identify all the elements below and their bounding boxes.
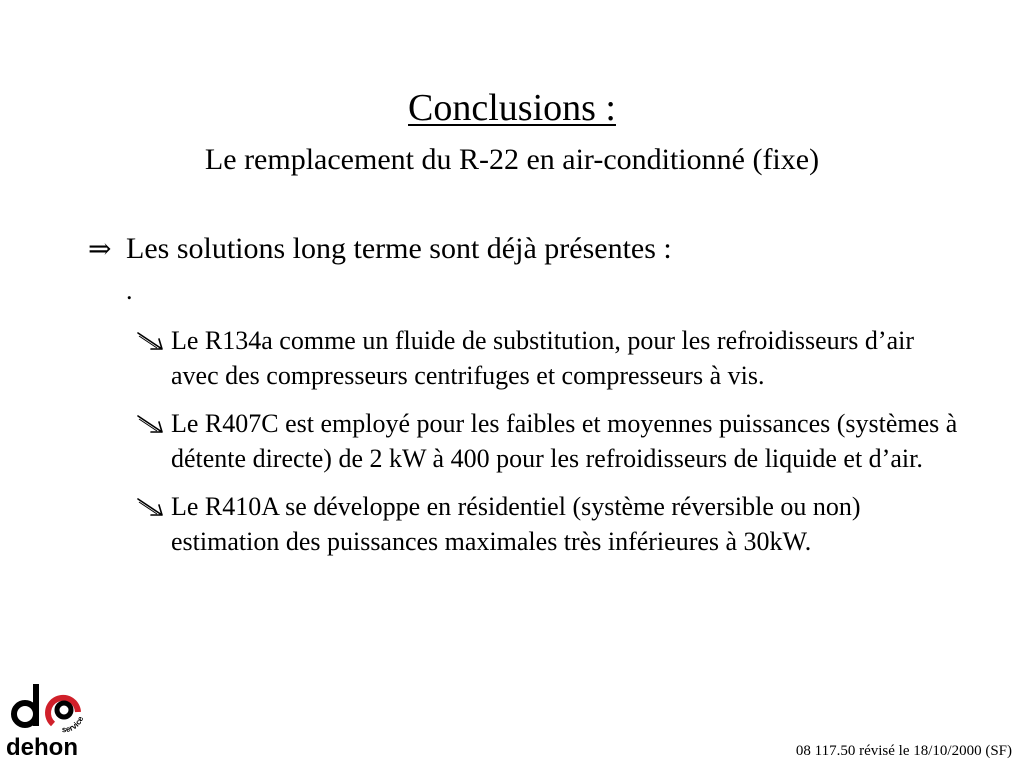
main-bullet-text: Les solutions long terme sont déjà présentes : (126, 232, 672, 265)
sub-bullet-item (135, 323, 965, 393)
sub-bullet-list (135, 323, 965, 572)
dehon-logo (6, 680, 88, 736)
slide-subtitle: Le remplacement du R-22 en air-conditionné (fixe) (204, 143, 820, 176)
sub-bullet-text: Le R407C est employé pour les faibles et moyennes puissances (systèmes à détente directe) de 2 kW à 400 pour les refroidisseurs de liquide et d’air. (171, 409, 958, 473)
sub-bullet-text: Le R134a comme un fluide de substitution, pour les refroidisseurs d’air avec des compresseurs centrifuges et compresseurs à vis. (171, 326, 915, 390)
sub-bullet-text: Le R410A se développe en résidentiel (système réversible ou non) estimation des puissances maximales très inférieures à 30kW. (171, 492, 861, 556)
sub-bullet-item (135, 489, 965, 559)
sub-bullet-item (135, 406, 965, 476)
hollow-arrow-icon (135, 323, 171, 358)
slide-title: Conclusions : (408, 87, 616, 129)
hollow-arrow-icon (135, 489, 171, 524)
logo-ring-text: service (61, 715, 86, 735)
hollow-arrow-icon (135, 406, 171, 441)
main-bullet (88, 230, 968, 269)
logo-wordmark: dehon (6, 734, 78, 761)
footer-reference: 08 117.50 révisé le 18/10/2000 (SF) (795, 743, 1012, 759)
double-arrow-right-icon: ⇒ (88, 234, 112, 265)
bullet-dot: . (126, 276, 133, 305)
